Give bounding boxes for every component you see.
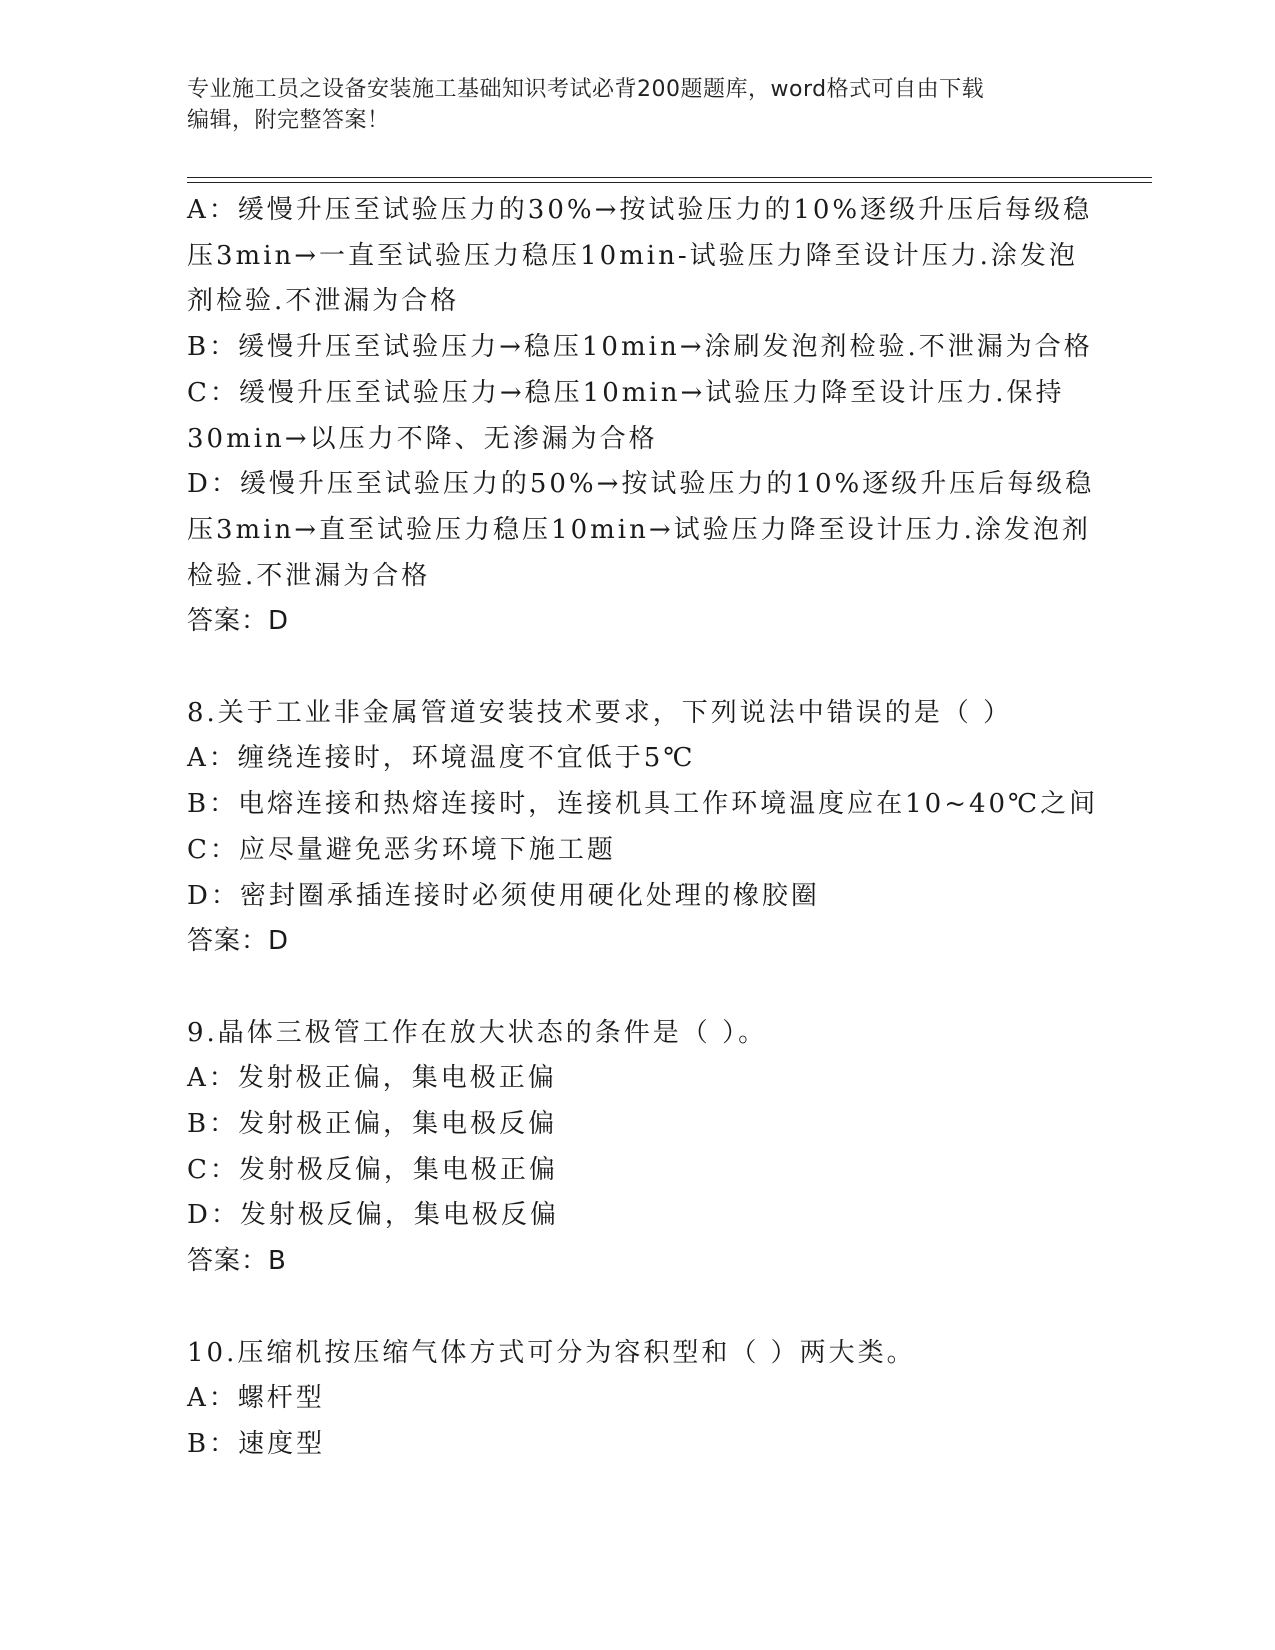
header-divider-bottom xyxy=(187,182,1152,183)
question-content xyxy=(187,188,1117,1468)
q9-option-c: C：发射极反偏，集电极正偏 xyxy=(187,1154,558,1185)
q10-option-b: B：速度型 xyxy=(187,1428,326,1459)
q8-answer: 答案：D xyxy=(187,926,290,957)
q10-option-a: A：螺杆型 xyxy=(187,1383,325,1414)
q7-option-d-line2: 压3min→直至试验压力稳压10min→试验压力降至设计压力.涂发泡剂 xyxy=(187,514,1091,545)
q8-option-d: D：密封圈承插连接时必须使用硬化处理的橡胶圈 xyxy=(187,880,820,911)
q7-option-a-line3: 剂检验.不泄漏为合格 xyxy=(187,286,460,317)
q8-option-b: B：电熔连接和热熔连接时，连接机具工作环境温度应在10~40℃之间 xyxy=(187,789,1099,820)
q7-option-d-line3: 检验.不泄漏为合格 xyxy=(187,560,431,591)
q9-option-d: D：发射极反偏，集电极反偏 xyxy=(187,1200,559,1231)
q7-option-d-line1: D：缓慢升压至试验压力的50%→按试验压力的10%逐级升压后每级稳 xyxy=(187,469,1095,500)
q7-option-c-line1: C：缓慢升压至试验压力→稳压10min→试验压力降至设计压力.保持 xyxy=(187,377,1065,408)
spacer xyxy=(187,1285,1117,1331)
q7-option-c-line2: 30min→以压力不降、无渗漏为合格 xyxy=(187,423,658,454)
q10-question: 10.压缩机按压缩气体方式可分为容积型和（ ）两大类。 xyxy=(187,1337,916,1368)
header-title-line1: 专业施工员之设备安装施工基础知识考试必背200题题库，word格式可自由下载 xyxy=(187,77,985,102)
header-divider-top xyxy=(187,177,1152,178)
q9-option-b: B：发射极正偏，集电极反偏 xyxy=(187,1109,558,1140)
q9-option-a: A：发射极正偏，集电极正偏 xyxy=(187,1063,557,1094)
document-header xyxy=(187,74,1087,136)
header-title-line2: 编辑，附完整答案！ xyxy=(187,108,390,133)
q8-option-a: A：缠绕连接时，环境温度不宜低于5℃ xyxy=(187,743,696,774)
spacer xyxy=(187,645,1117,691)
spacer xyxy=(187,965,1117,1011)
q9-question: 9.晶体三极管工作在放大状态的条件是（ ）。 xyxy=(187,1017,768,1048)
q7-answer: 答案：D xyxy=(187,606,290,637)
q8-question: 8.关于工业非金属管道安装技术要求，下列说法中错误的是（ ） xyxy=(187,697,1013,728)
q7-option-a-line2: 压3min→一直至试验压力稳压10min-试验压力降至设计压力.涂发泡 xyxy=(187,240,1078,271)
q7-option-a-line1: A：缓慢升压至试验压力的30%→按试验压力的10%逐级升压后每级稳 xyxy=(187,195,1093,225)
q7-option-b: B：缓慢升压至试验压力→稳压10min→涂刷发泡剂检验.不泄漏为合格 xyxy=(187,332,1093,363)
q8-option-c: C：应尽量避免恶劣环境下施工题 xyxy=(187,834,616,865)
q9-answer: 答案：B xyxy=(187,1246,287,1277)
